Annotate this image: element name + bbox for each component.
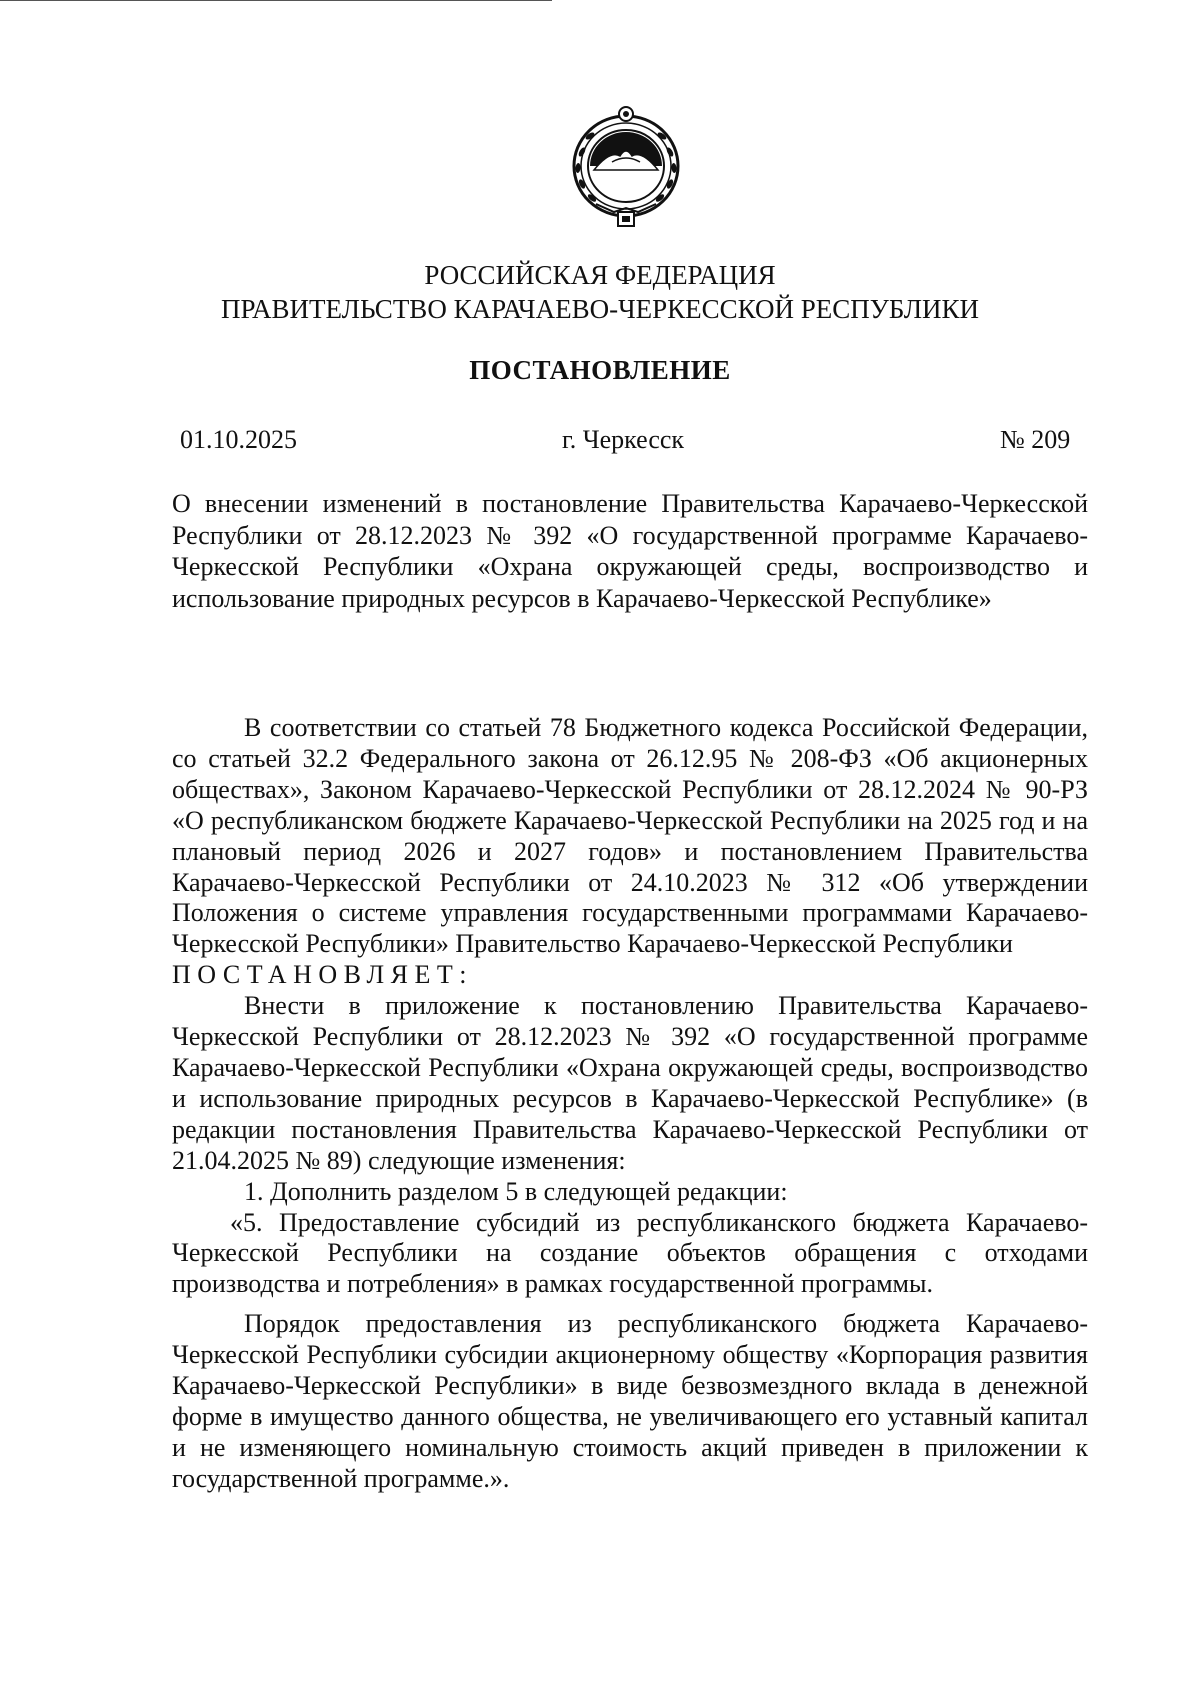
country-name: РОССИЙСКАЯ ФЕДЕРАЦИЯ [424, 260, 776, 290]
document-subject: О внесении изменений в постановление Правительства Карачаево-Черкесской Республики от 28.12.2023 № 392 «О государственной программе Карачаево-Черкесской Республики «Охрана окружающей среды, воспроизводство и использование природных ресурсов в Карачаево-Черкесской Республике» [172, 489, 1088, 613]
intro-paragraph: Внести в приложение к постановлению Правительства Карачаево-Черкесской Республики от 28.12.2023 № 392 «О государственной программе Карачаево-Черкесской Республики «Охрана окружающей среды, воспроизводство и использование природных ресурсов в Карачаево-Черкесской Республике» (в редакции постановления Правительства Карачаево-Черкесской Республики от 21.04.2025 № 89) следующие изменения: [172, 991, 1088, 1175]
document-number: № 209 [1000, 425, 1071, 454]
government-name: ПРАВИТЕЛЬСТВО КАРАЧАЕВО-ЧЕРКЕССКОЙ РЕСПУБЛИКИ [220, 294, 980, 324]
preamble-paragraph: В соответствии со статьей 78 Бюджетного кодекса Российской Федерации, со статьей 32.2 Федерального закона от 26.12.95 № 208-ФЗ «Об акционерных обществах», Законом Карачаево-Черкесской Республики от 28.12.2024 № 90-РЗ «О республиканском бюджете Карачаево-Черкесской Республики на 2025 год и на плановый период 2026 и 2027 годов» и постановлением Правительства Карачаево-Черкесской Республики от 24.10.2023 № 312 «Об утверждении Положения о системе управления государственными программами Карачаево-Черкесской Республики» Правительство Карачаево-Черкесской Республики [172, 713, 1088, 959]
document-type-title: ПОСТАНОВЛЕНИЕ [469, 355, 731, 385]
coat-of-arms-icon [566, 104, 686, 234]
coat-of-arms-emblem [566, 104, 686, 234]
item-1-paragraph: 1. Дополнить разделом 5 в следующей редакции: [244, 1176, 788, 1206]
document-date: 01.10.2025 [180, 425, 297, 454]
top-scan-edge-line [0, 0, 552, 1]
document-body [172, 713, 1088, 1495]
section-5-paragraph: «5. Предоставление субсидий из республиканского бюджета Карачаево-Черкесской Республики на создание объектов обращения с отходами производства и потребления» в рамках государственной программы. [172, 1207, 1088, 1299]
document-city: г. Черкесск [562, 425, 685, 454]
decree-word: ПОСТАНОВЛЯЕТ: [172, 960, 473, 990]
procedure-paragraph: Порядок предоставления из республиканского бюджета Карачаево-Черкесской Республики субсидии акционерному обществу «Корпорация развития Карачаево-Черкесской Республики» в виде безвозмездного вклада в денежной форме в имущество данного общества, не увеличивающего его уставный капитал и не изменяющего номинальную стоимость акций приведен в приложении к государственной программе.». [172, 1309, 1088, 1493]
